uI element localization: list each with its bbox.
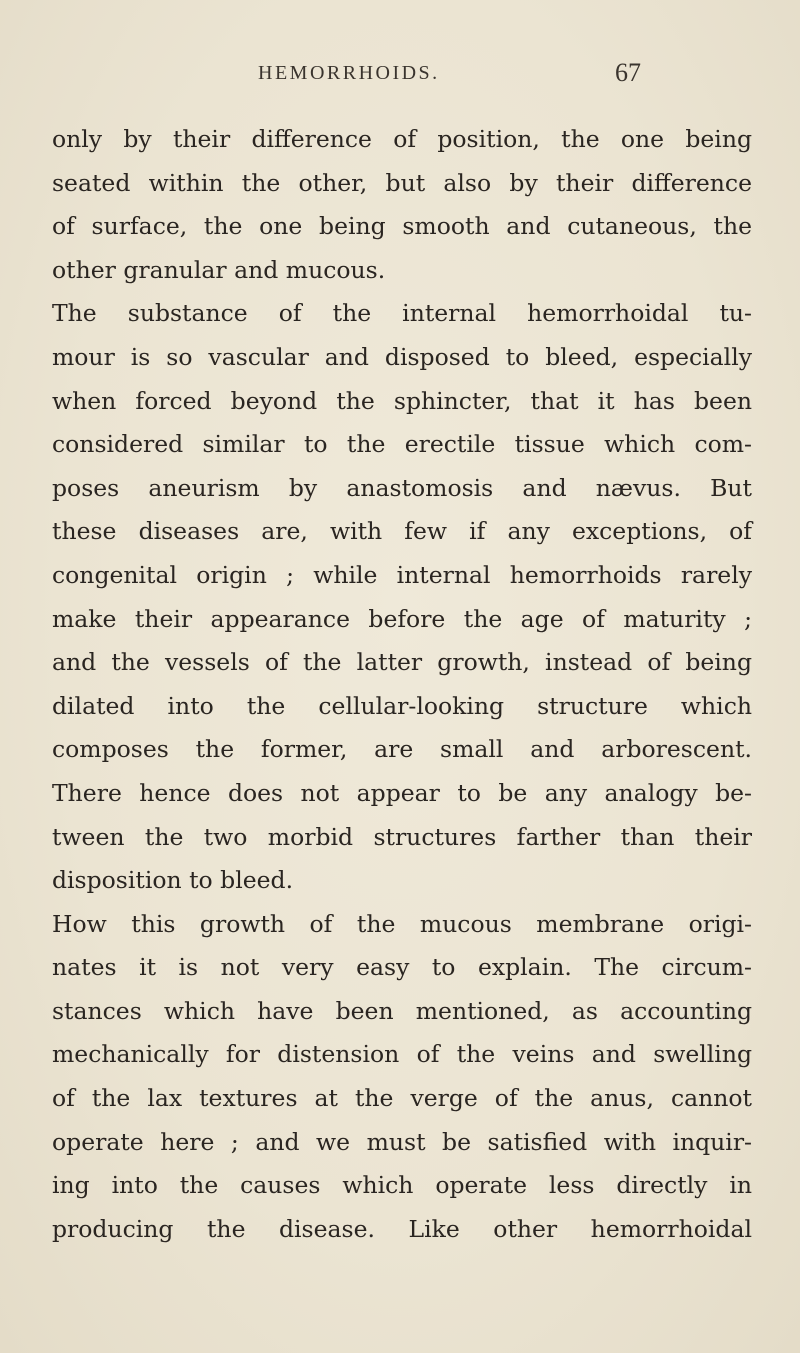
text-line: when forced beyond the sphincter, that it has been <box>52 386 752 415</box>
text-line: of the lax textures at the verge of the anus, cannot <box>52 1084 752 1113</box>
text-line: only by their difference of position, the one being <box>52 125 752 153</box>
page-number: 67 <box>615 58 641 87</box>
text-line: make their appearance before the age of maturity ; <box>52 604 752 633</box>
text-line: and the vessels of the latter growth, instead of being <box>52 648 752 677</box>
text-line: mour is so vascular and disposed to bleed, especially <box>52 342 752 371</box>
text-line: nates it is not very easy to explain. The circum- <box>52 953 752 982</box>
text-line: The substance of the internal hemorrhoidal tu- <box>52 299 752 328</box>
text-line: poses aneurism by anastomosis and nævus. But <box>52 473 752 502</box>
text-line: congenital origin ; while internal hemorrhoids rarely <box>52 560 752 589</box>
text-line: producing the disease. Like other hemorrhoidal <box>52 1214 752 1243</box>
running-title: HEMORRHOIDS. <box>258 62 440 84</box>
text-line: seated within the other, but also by their difference <box>52 168 752 197</box>
text-line: mechanically for distension of the veins and swelling <box>52 1040 752 1069</box>
body-text <box>52 118 752 1251</box>
text-line: other granular and mucous. <box>52 255 386 284</box>
text-line: There hence does not appear to be any analogy be- <box>52 778 752 807</box>
text-line: operate here ; and we must be satisfied with inquir- <box>52 1127 752 1156</box>
text-line: How this growth of the mucous membrane origi- <box>52 909 752 938</box>
text-line: of surface, the one being smooth and cutaneous, the <box>52 212 752 241</box>
text-line: dilated into the cellular-looking structure which <box>52 691 752 720</box>
text-line: considered similar to the erectile tissue which com- <box>52 430 752 459</box>
text-line: ing into the causes which operate less directly in <box>52 1171 752 1200</box>
text-line: these diseases are, with few if any exceptions, of <box>52 517 752 546</box>
text-line: stances which have been mentioned, as accounting <box>52 996 752 1025</box>
running-head <box>0 58 800 92</box>
text-line: disposition to bleed. <box>52 866 294 895</box>
text-line: tween the two morbid structures farther than their <box>52 822 752 851</box>
text-line: composes the former, are small and arborescent. <box>52 735 752 764</box>
